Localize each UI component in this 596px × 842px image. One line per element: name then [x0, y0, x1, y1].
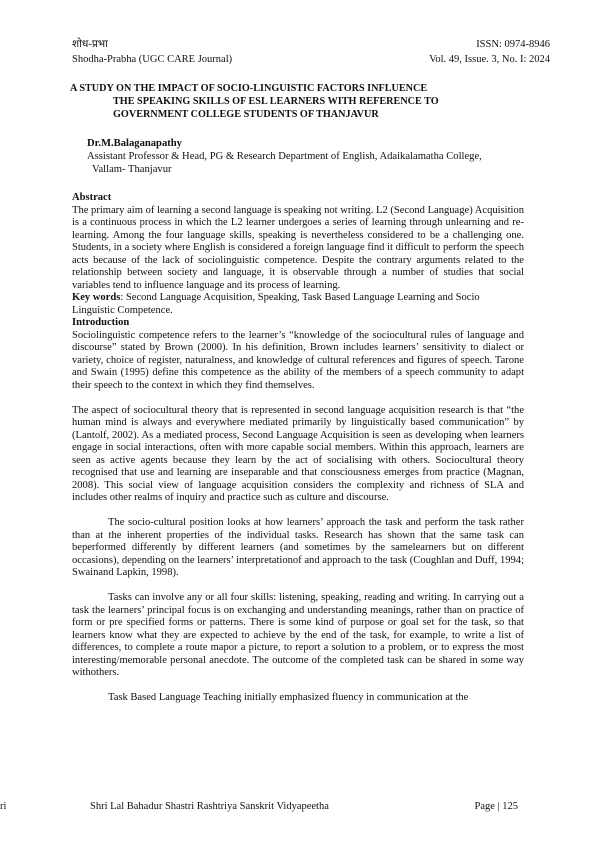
article-body — [72, 192, 524, 705]
intro-paragraph-1: Sociolinguistic competence refers to the learner’s “knowledge of the sociocultural rules of language and discourse” stated by Brown (2000). In his definition, Brown includes learners’ sensitivity to dialect or variety, choice of register, naturalness, and knowledge of cultural references and figures of speech. Tarone and Swain (1995) define this competence as the ability of the members of a speech community to adapt their speech to the context in which they find themselves. — [72, 329, 524, 391]
title-line-2: THE SPEAKING SKILLS OF ESL LEARNERS WITH REFERENCE TO — [113, 96, 439, 107]
volume-info: Vol. 49, Issue. 3, No. I: 2024 — [429, 54, 550, 65]
journal-name: Shodha-Prabha (UGC CARE Journal) — [72, 54, 233, 65]
keywords-label: Key words — [72, 292, 121, 303]
introduction-heading: Introduction — [72, 317, 130, 328]
footer-publisher: Shri Lal Bahadur Shastri Rashtriya Sanskrit Vidyapeetha — [90, 801, 329, 812]
keywords — [72, 292, 524, 317]
author-block — [87, 137, 482, 176]
intro-paragraph-3: The socio-cultural position looks at how learners’ approach the task and perform the task rather than at the inherent properties of the individual tasks. Research has shown that the same task can beperformed differently by different learners (and sometimes by the samelearners but on different occasions), depending on the learners’ interpretationof and approach to the task (Coughlan and Duff, 1994; Swainand Lapkin, 1998). — [72, 517, 524, 578]
page-number: Page | 125 — [474, 801, 518, 812]
intro-paragraph-4: Tasks can involve any or all four skills: listening, speaking, reading and writing. In carrying out a task the learners’ principal focus is on exchanging and understanding meanings, rather than on practice of form or pre specified forms or patterns. There is some kind of purpose or goal set for the task, so that learners know what they are expected to achieve by the end of the task, for example, to write a list of differences, to complete a route mapor a picture, to report a solution to a problem, or to express the most interesting/memorable personal anecdote. The outcome of the completed task can be shared in some way withothers. — [72, 592, 524, 678]
footer-left-fragment: ri — [0, 801, 7, 812]
title-line-3: GOVERNMENT COLLEGE STUDENTS OF THANJAVUR — [113, 109, 379, 120]
author-name: Dr.M.Balaganapathy — [87, 138, 182, 149]
issn: ISSN: 0974-8946 — [476, 39, 550, 50]
author-affiliation-2: Vallam- Thanjavur — [92, 164, 172, 175]
keywords-text: : Second Language Acquisition, Speaking, Task Based Language Learning and Socio Linguistic Competence. — [72, 292, 480, 316]
intro-paragraph-2: The aspect of sociocultural theory that is represented in second language acquisition research is that “the human mind is always and everywhere mediated primarily by linguistically based communication” by (Lantolf, 2002). As a mediated process, Second Language Acquisition is seen as developing when learners engage in social interactions, often with more capable social members. Within this approach, learners are seen as active agents because they learn by the act of socialising with others. Sociocultural theory recognised that use and learning are inseparable and that consciousness emerges from practice (Magnan, 2008). This social view of language acquisition considers the complexity and richness of SLA and includes other realms of inquiry and practice such as culture and discourse. — [72, 404, 524, 503]
intro-paragraph-5: Task Based Language Teaching initially emphasized fluency in communication at the — [108, 692, 469, 703]
journal-hindi-name: शोध-प्रभा — [72, 39, 108, 50]
paper-title — [70, 82, 540, 121]
author-affiliation-1: Assistant Professor & Head, PG & Research Department of English, Adaikalamatha College, — [87, 151, 482, 162]
abstract-text: The primary aim of learning a second language is speaking not writing. L2 (Second Language) Acquisition is a continuous process in which the L2 learner undergoes a series of learning through unlearning and re-learning. Among the four language skills, speaking is nevertheless considered to be a challenging one. Students, in a society where English is considered a foreign language find it difficult to perform the speech acts because of the lack of sociolinguistic competence. Despite the contrary arguments related to the relationship between society and language, it is observable through a number of studies that social variables tend to influence language and its process of learning. — [72, 204, 524, 291]
abstract-heading: Abstract — [72, 192, 112, 203]
title-line-1: A STUDY ON THE IMPACT OF SOCIO-LINGUISTIC FACTORS INFLUENCE — [70, 83, 428, 94]
